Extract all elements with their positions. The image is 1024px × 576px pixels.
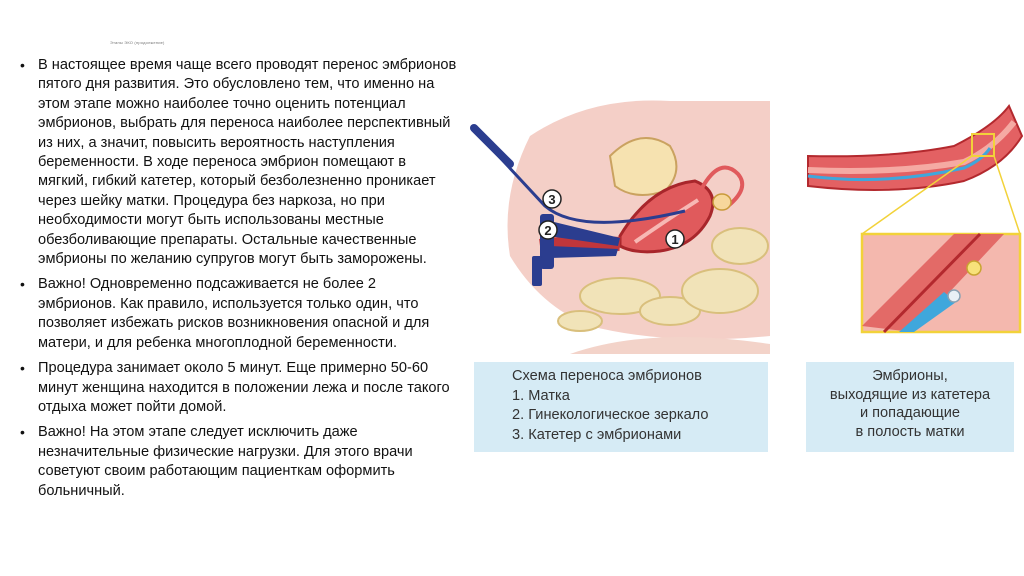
syringe <box>474 128 510 164</box>
bullet-item-2 <box>18 275 458 353</box>
embryo-2 <box>948 290 960 302</box>
bladder <box>610 138 676 195</box>
caption-side-line-3: и попадающие <box>859 405 961 422</box>
caption-side-line-1: Эмбрионы, <box>872 368 948 384</box>
embryo-transfer-diagram <box>470 96 770 354</box>
bullet-item-4 <box>18 423 458 501</box>
bullet-item-1 <box>18 56 458 269</box>
slide-header-small: Этапы ЭКО (продолжение) <box>110 40 165 45</box>
caption-main-line-1: Схема переноса эмбрионов <box>512 368 702 384</box>
caption-main-line-3: 2. Гинекологическое зеркало <box>512 407 709 423</box>
skin-outline <box>570 337 770 354</box>
bullet-list <box>18 56 458 501</box>
marker-label-1: 1 <box>671 232 679 247</box>
bullet-text-2: Важно! Одновременно подсаживается не более 2 эмбрионов. Как правило, используется только один, что позволяет избежать рисков возникновения опасной и для матери, и для ребенка многоплодной беременности. <box>38 276 430 351</box>
bullet-dot: • <box>20 424 25 441</box>
embryo-1 <box>967 261 981 275</box>
bullet-item-3 <box>18 359 458 417</box>
caption-main-line-2: 1. Матка <box>512 387 570 404</box>
caption-side-line-4: в полость матки <box>855 423 965 440</box>
caption-side <box>806 362 1014 452</box>
bullet-text-3: Процедура занимает около 5 минут. Еще примерно 50-60 минут женщина находится в положении лежа и после такого отдыха может пойти домой. <box>38 360 450 415</box>
bullet-dot: • <box>20 360 25 377</box>
embryo-zoom-diagram <box>804 96 1024 336</box>
bullet-dot: • <box>20 276 25 293</box>
bullet-text-4: Важно! На этом этапе следует исключить даже незначительные физические нагрузки. Для этого врачи советуют своим работающим пациенткам оформить больничный. <box>38 424 413 499</box>
caption-side-line-2: выходящие из катетера <box>829 386 991 403</box>
zoom-line-right <box>994 156 1020 234</box>
caption-main-line-4: 3. Катетер с эмбрионами <box>512 426 682 443</box>
marker-label-2: 2 <box>544 223 552 238</box>
marker-label-3: 3 <box>548 192 556 207</box>
caption-main <box>474 362 768 452</box>
bullet-dot: • <box>20 57 25 73</box>
text-column <box>18 56 458 507</box>
ovary <box>713 194 731 210</box>
bullet-text-1: В настоящее время чаще всего проводят перенос эмбрионов пятого дня развития. Это обусловлено тем, что именно на этом этапе можно наиболее точно оценить потенциал эмбрионов, выбрать для переноса наиболее перспективный из них, а значит, повысить вероятность наступления беременности. В ходе переноса эмбрион помещают в мягкий, гибкий катетер, который безболезненно проникает через шейку матки. Процедура без наркоза, но при необходимости могут быть использованы местные обезболивающие препараты. Остальные качественные эмбрионы по желанию супругов могут быть заморожены. <box>38 57 457 268</box>
